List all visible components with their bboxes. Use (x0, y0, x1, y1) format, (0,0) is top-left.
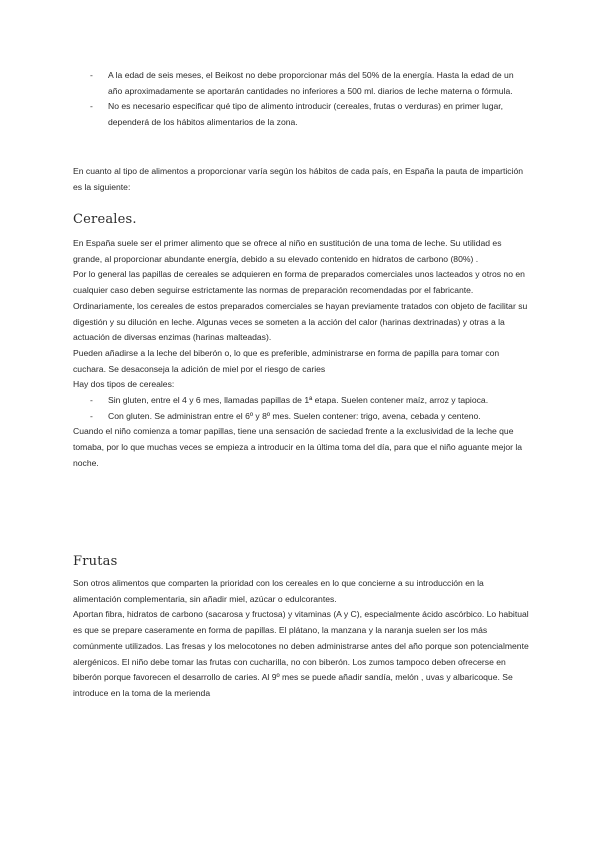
cereales-paragraph-3: Pueden añadirse a la leche del biberón o, lo que es preferible, administrarse en forma de papilla para tomar con cuchara. Se desaconseja la adición de miel por el riesgo de caries (73, 347, 500, 374)
section-heading-cereales: Cereales. (73, 212, 137, 227)
list-item (90, 393, 530, 409)
top-bullet-list (90, 68, 530, 131)
list-item (90, 409, 530, 425)
bullet-text: Sin gluten, entre el 4 y 6 mes, llamadas papillas de 1ª etapa. Suelen contener maíz, arroz y tapioca. (108, 395, 489, 406)
cereales-paragraph-2: Por lo general las papillas de cereales se adquieren en forma de preparados comerciales unos lacteados y otros no en cualquier caso deben seguirse estrictamente las normas de preparación recomendadas por el fabricante. Ordinariamente, los cereales de estos preparados comerciales se hayan previamente tratados con objeto de facilitar su digestión y su dilución en leche. Algunas veces se someten a la acción del calor (harinas dextrinadas) y otras a la actuación de diversas enzimas (harinas malteadas). (73, 269, 528, 343)
cereales-types-list (90, 393, 530, 424)
bullet-text: Con gluten. Se administran entre el 6º y 8º mes. Suelen contener: trigo, avena, cebada y centeno. (108, 410, 481, 421)
intro-paragraph: En cuanto al tipo de alimentos a proporcionar varía según los hábitos de cada país, en España la pauta de impartición es la siguiente: (73, 166, 524, 192)
cereales-paragraph-1: En España suele ser el primer alimento que se ofrece al niño en sustitución de una toma de leche. Su utilidad es grande, al proporcionar abundante energía, debido a su elevado contenido en hidratos de carbono (80%) . (73, 238, 502, 264)
cereales-types-intro: Hay dos tipos de cereales: (73, 379, 175, 390)
list-item (90, 68, 530, 99)
frutas-section (73, 576, 533, 702)
list-item (90, 99, 530, 130)
bullet-dash: - (90, 101, 93, 112)
bullet-text: No es necesario especificar qué tipo de alimento introducir (cereales, frutas o verduras) en primer lugar, dependerá de los hábitos alimentarios de la zona. (108, 101, 504, 128)
bullet-text: A la edad de seis meses, el Beikost no debe proporcionar más del 50% de la energía. Hasta la edad de un año aproximadamente se aportarán cantidades no inferiores a 500 ml. diarios de leche materna o fórmula. (108, 70, 514, 96)
frutas-paragraph-2: Aportan fibra, hidratos de carbono (sacarosa y fructosa) y vitaminas (A y C), especialmente ácido ascórbico. Lo habitual es que se prepare caseramente en forma de papillas. El plátano, la manzana y la naranja suelen ser los más comúnmente utilizados. Las fresas y los melocotones no deben administrarse antes del año porque son potencialmente alergénicos. El niño debe tomar las frutas con cucharilla, no con biberón. Los zumos tampoco deben ofrecerse en biberón porque favorecen el desarrollo de caries. Al 9º mes se puede añadir sandía, melón , uvas y albaricoque. Se introduce en la toma de la merienda (73, 609, 529, 698)
frutas-paragraph-1: Son otros alimentos que comparten la prioridad con los cereales en lo que concierne a su introducción en la alimentación complementaria, sin añadir miel, azúcar o edulcorantes. (73, 578, 484, 604)
bullet-dash: - (90, 410, 93, 421)
bullet-dash: - (90, 70, 93, 80)
cereales-paragraph-4: Cuando el niño comienza a tomar papillas, tiene una sensación de saciedad frente a la exclusividad de la leche que tomaba, por lo que muchas veces se empieza a introducir en la última toma del día, para que el niño aguante mejor la noche. (73, 426, 523, 468)
cereales-section (73, 236, 533, 472)
bullet-dash: - (90, 395, 93, 406)
section-heading-frutas: Frutas (73, 554, 118, 569)
